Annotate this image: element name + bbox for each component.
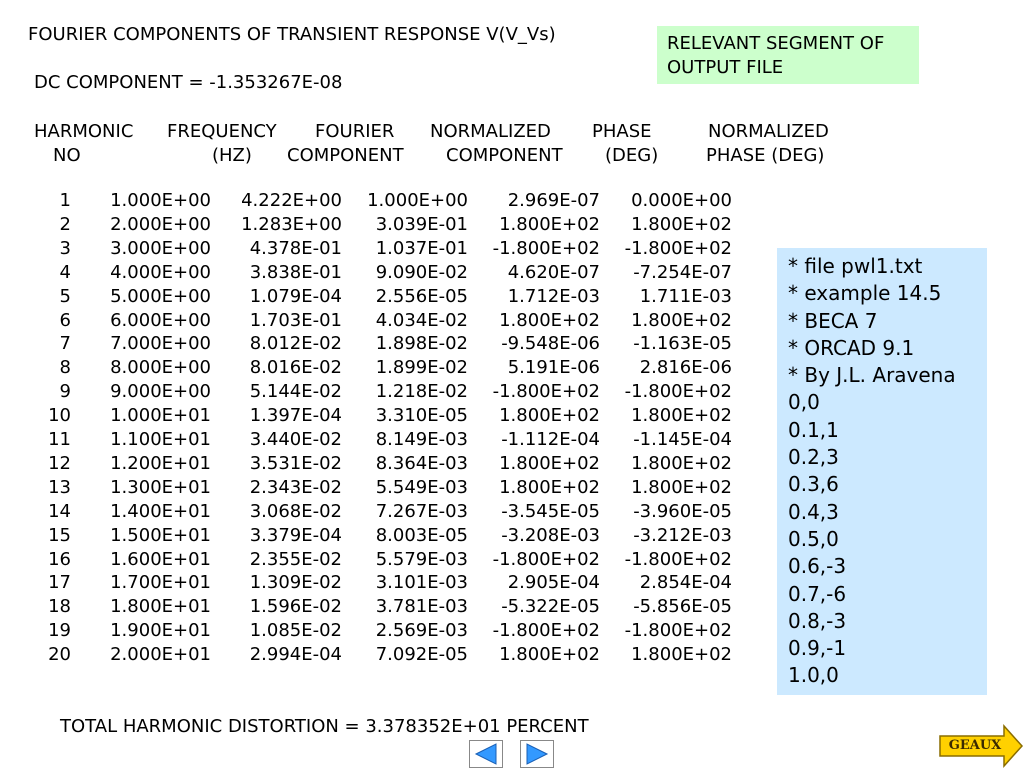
file-line: 0.9,-1: [788, 636, 847, 661]
cell-phase: 1.800E+02: [499, 405, 600, 427]
header-hz: (HZ): [212, 145, 252, 166]
header-component: COMPONENT: [287, 145, 404, 166]
cell-phase: 4.620E-07: [507, 261, 600, 283]
cell-frequency: 1.900E+01: [110, 620, 211, 642]
cell-normalized-component: 3.781E-03: [375, 596, 468, 618]
file-line: * BECA 7: [788, 308, 878, 333]
cell-frequency: 1.000E+00: [110, 190, 211, 211]
prev-button[interactable]: [469, 740, 503, 768]
file-listing: [777, 248, 987, 695]
file-line: 0.5,0: [788, 526, 839, 551]
header-fourier: FOURIER: [315, 121, 395, 142]
cell-harmonic-no: 12: [48, 452, 71, 474]
cell-frequency: 1.200E+01: [110, 452, 211, 474]
file-line: 0.4,3: [788, 499, 839, 524]
header-phase-deg: PHASE (DEG): [706, 145, 825, 166]
cell-frequency: 1.500E+01: [110, 524, 211, 546]
cell-harmonic-no: 18: [48, 596, 71, 618]
cell-fourier-component: 3.440E-02: [249, 429, 342, 450]
cell-harmonic-no: 7: [59, 333, 71, 355]
file-line: * file pwl1.txt: [788, 254, 923, 278]
triangle-right-icon: [521, 741, 553, 767]
table-row: [0, 428, 760, 452]
table-row: [0, 452, 760, 476]
cell-normalized-component: 3.039E-01: [375, 213, 468, 235]
cell-harmonic-no: 16: [48, 548, 71, 570]
cell-normalized-component: 4.034E-02: [375, 309, 468, 331]
table-row: [0, 595, 760, 619]
cell-phase: -3.545E-05: [501, 500, 600, 522]
cell-fourier-component: 8.012E-02: [249, 333, 342, 355]
cell-normalized-component: 8.003E-05: [375, 524, 468, 546]
cell-normalized-phase: 1.800E+02: [631, 644, 732, 666]
cell-normalized-phase: 1.800E+02: [631, 476, 732, 498]
file-line: * ORCAD 9.1: [788, 335, 915, 360]
cell-harmonic-no: 15: [48, 524, 71, 546]
file-line: 0.1,1: [788, 417, 839, 442]
cell-frequency: 1.300E+01: [110, 476, 211, 498]
cell-fourier-component: 2.355E-02: [249, 548, 342, 570]
cell-phase: 1.800E+02: [499, 644, 600, 666]
cell-harmonic-no: 20: [48, 644, 71, 666]
cell-fourier-component: 1.703E-01: [249, 309, 342, 331]
cell-harmonic-no: 8: [59, 357, 71, 379]
cell-fourier-component: 2.343E-02: [249, 476, 342, 498]
table-row: [0, 213, 760, 237]
cell-normalized-component: 3.310E-05: [375, 405, 468, 427]
cell-phase: -5.322E-05: [501, 596, 600, 618]
cell-harmonic-no: 2: [59, 213, 71, 235]
cell-phase: 1.800E+02: [499, 476, 600, 498]
cell-fourier-component: 3.068E-02: [249, 500, 342, 522]
cell-harmonic-no: 19: [48, 620, 71, 642]
cell-fourier-component: 1.397E-04: [249, 405, 342, 427]
table-row: [0, 524, 760, 548]
cell-normalized-component: 5.549E-03: [375, 476, 468, 498]
cell-fourier-component: 5.144E-02: [249, 381, 342, 403]
cell-frequency: 6.000E+00: [110, 309, 211, 331]
cell-normalized-component: 7.267E-03: [375, 500, 468, 522]
cell-fourier-component: 2.994E-04: [249, 644, 342, 666]
cell-fourier-component: 1.283E+00: [241, 213, 342, 235]
cell-frequency: 1.000E+01: [110, 405, 211, 427]
cell-normalized-phase: 0.000E+00: [631, 190, 732, 211]
cell-normalized-component: 2.556E-05: [375, 285, 468, 307]
file-line: 0.6,-3: [788, 554, 847, 579]
cell-fourier-component: 1.085E-02: [249, 620, 342, 642]
table-row: [0, 285, 760, 309]
file-line: * By J.L. Aravena: [788, 363, 956, 388]
cell-harmonic-no: 9: [59, 381, 71, 403]
cell-normalized-phase: -1.800E+02: [624, 237, 732, 259]
cell-phase: -1.800E+02: [492, 548, 600, 570]
cell-phase: 5.191E-06: [507, 357, 600, 379]
cell-harmonic-no: 13: [48, 476, 71, 498]
file-line: 0.3,6: [788, 472, 839, 497]
header-normalized: NORMALIZED: [430, 121, 551, 142]
relevant-segment-label: RELEVANT SEGMENT OF OUTPUT FILE: [657, 26, 919, 84]
table-row: [0, 380, 760, 404]
cell-fourier-component: 1.309E-02: [249, 572, 342, 594]
cell-phase: -1.800E+02: [492, 237, 600, 259]
cell-phase: 1.800E+02: [499, 452, 600, 474]
table-row: [0, 356, 760, 380]
cell-normalized-component: 1.898E-02: [375, 333, 468, 355]
cell-normalized-phase: 1.711E-03: [639, 285, 732, 307]
cell-frequency: 1.100E+01: [110, 429, 211, 450]
cell-normalized-component: 1.218E-02: [375, 381, 468, 403]
table-row: [0, 261, 760, 285]
cell-phase: -1.112E-04: [501, 429, 600, 450]
header-frequency: FREQUENCY: [167, 121, 277, 142]
cell-normalized-phase: -1.800E+02: [624, 548, 732, 570]
cell-harmonic-no: 10: [48, 405, 71, 427]
cell-normalized-phase: -1.800E+02: [624, 620, 732, 642]
cell-frequency: 8.000E+00: [110, 357, 211, 379]
geaux-button[interactable]: [938, 724, 1024, 768]
cell-phase: 2.905E-04: [507, 572, 600, 594]
cell-frequency: 3.000E+00: [110, 237, 211, 259]
cell-harmonic-no: 6: [59, 309, 71, 331]
header-normalized-component: COMPONENT: [446, 145, 563, 166]
cell-normalized-phase: -1.800E+02: [624, 381, 732, 403]
cell-frequency: 1.700E+01: [110, 572, 211, 594]
cell-phase: 2.969E-07: [507, 190, 600, 211]
cell-fourier-component: 3.379E-04: [249, 524, 342, 546]
cell-phase: -1.800E+02: [492, 381, 600, 403]
table-row: [0, 476, 760, 500]
page-title: FOURIER COMPONENTS OF TRANSIENT RESPONSE V(V_Vs): [28, 24, 556, 45]
cell-phase: 1.712E-03: [507, 285, 600, 307]
triangle-left-icon: [470, 741, 502, 767]
cell-normalized-phase: 1.800E+02: [631, 405, 732, 427]
table-row: [0, 643, 760, 667]
cell-frequency: 4.000E+00: [110, 261, 211, 283]
cell-fourier-component: 8.016E-02: [249, 357, 342, 379]
cell-harmonic-no: 1: [59, 190, 71, 211]
dc-component: DC COMPONENT = -1.353267E-08: [34, 72, 343, 93]
cell-normalized-phase: -3.212E-03: [633, 524, 732, 546]
cell-frequency: 2.000E+00: [110, 213, 211, 235]
file-line: * example 14.5: [788, 281, 942, 306]
file-line: 0,0: [788, 390, 820, 415]
cell-frequency: 1.600E+01: [110, 548, 211, 570]
cell-normalized-phase: -7.254E-07: [633, 261, 732, 283]
cell-normalized-phase: 2.854E-04: [639, 572, 732, 594]
cell-normalized-component: 1.899E-02: [375, 357, 468, 379]
cell-fourier-component: 3.531E-02: [249, 452, 342, 474]
cell-harmonic-no: 14: [48, 500, 71, 522]
table-row: [0, 500, 760, 524]
cell-frequency: 7.000E+00: [110, 333, 211, 355]
file-line: 0.8,-3: [788, 608, 847, 633]
cell-normalized-component: 3.101E-03: [375, 572, 468, 594]
cell-fourier-component: 1.596E-02: [249, 596, 342, 618]
cell-harmonic-no: 5: [59, 285, 71, 307]
cell-normalized-phase: 2.816E-06: [639, 357, 732, 379]
table-row: [0, 404, 760, 428]
cell-normalized-phase: 1.800E+02: [631, 213, 732, 235]
header-no: NO: [53, 145, 81, 166]
cell-normalized-component: 2.569E-03: [375, 620, 468, 642]
cell-harmonic-no: 17: [48, 572, 71, 594]
cell-normalized-component: 1.037E-01: [375, 237, 468, 259]
cell-phase: -1.800E+02: [492, 620, 600, 642]
cell-normalized-component: 8.364E-03: [375, 452, 468, 474]
header-deg: (DEG): [605, 145, 659, 166]
header-harmonic: HARMONIC: [34, 121, 134, 142]
file-line: 0.2,3: [788, 445, 839, 470]
table-row: [0, 619, 760, 643]
file-line: 1.0,0: [788, 663, 839, 688]
cell-frequency: 2.000E+01: [110, 644, 211, 666]
header-phase: PHASE: [592, 121, 652, 142]
total-harmonic-distortion: TOTAL HARMONIC DISTORTION = 3.378352E+01 PERCENT: [60, 716, 589, 737]
cell-frequency: 1.400E+01: [110, 500, 211, 522]
file-line: 0.7,-6: [788, 581, 847, 606]
cell-normalized-phase: -1.163E-05: [633, 333, 732, 355]
cell-normalized-phase: -5.856E-05: [633, 596, 732, 618]
cell-frequency: 9.000E+00: [110, 381, 211, 403]
cell-normalized-component: 9.090E-02: [375, 261, 468, 283]
cell-phase: -3.208E-03: [501, 524, 600, 546]
cell-normalized-component: 1.000E+00: [367, 190, 468, 211]
table-row: [0, 571, 760, 595]
cell-normalized-phase: -1.145E-04: [633, 429, 732, 450]
table-row: [0, 309, 760, 333]
table-row: [0, 189, 760, 213]
cell-harmonic-no: 11: [48, 429, 71, 450]
cell-normalized-component: 5.579E-03: [375, 548, 468, 570]
cell-normalized-phase: 1.800E+02: [631, 309, 732, 331]
cell-frequency: 1.800E+01: [110, 596, 211, 618]
cell-fourier-component: 4.378E-01: [249, 237, 342, 259]
table-row: [0, 237, 760, 261]
table-row: [0, 332, 760, 356]
geaux-label: GEAUX: [948, 738, 1002, 753]
cell-phase: -9.548E-06: [501, 333, 600, 355]
cell-normalized-component: 7.092E-05: [375, 644, 468, 666]
cell-phase: 1.800E+02: [499, 213, 600, 235]
cell-harmonic-no: 4: [59, 261, 71, 283]
cell-frequency: 5.000E+00: [110, 285, 211, 307]
table-row: [0, 548, 760, 572]
header-normalized-phase: NORMALIZED: [708, 121, 829, 142]
cell-normalized-phase: -3.960E-05: [633, 500, 732, 522]
cell-phase: 1.800E+02: [499, 309, 600, 331]
cell-normalized-phase: 1.800E+02: [631, 452, 732, 474]
cell-harmonic-no: 3: [59, 237, 71, 259]
next-button[interactable]: [520, 740, 554, 768]
cell-fourier-component: 4.222E+00: [241, 190, 342, 211]
cell-normalized-component: 8.149E-03: [375, 429, 468, 450]
cell-fourier-component: 1.079E-04: [249, 285, 342, 307]
cell-fourier-component: 3.838E-01: [249, 261, 342, 283]
